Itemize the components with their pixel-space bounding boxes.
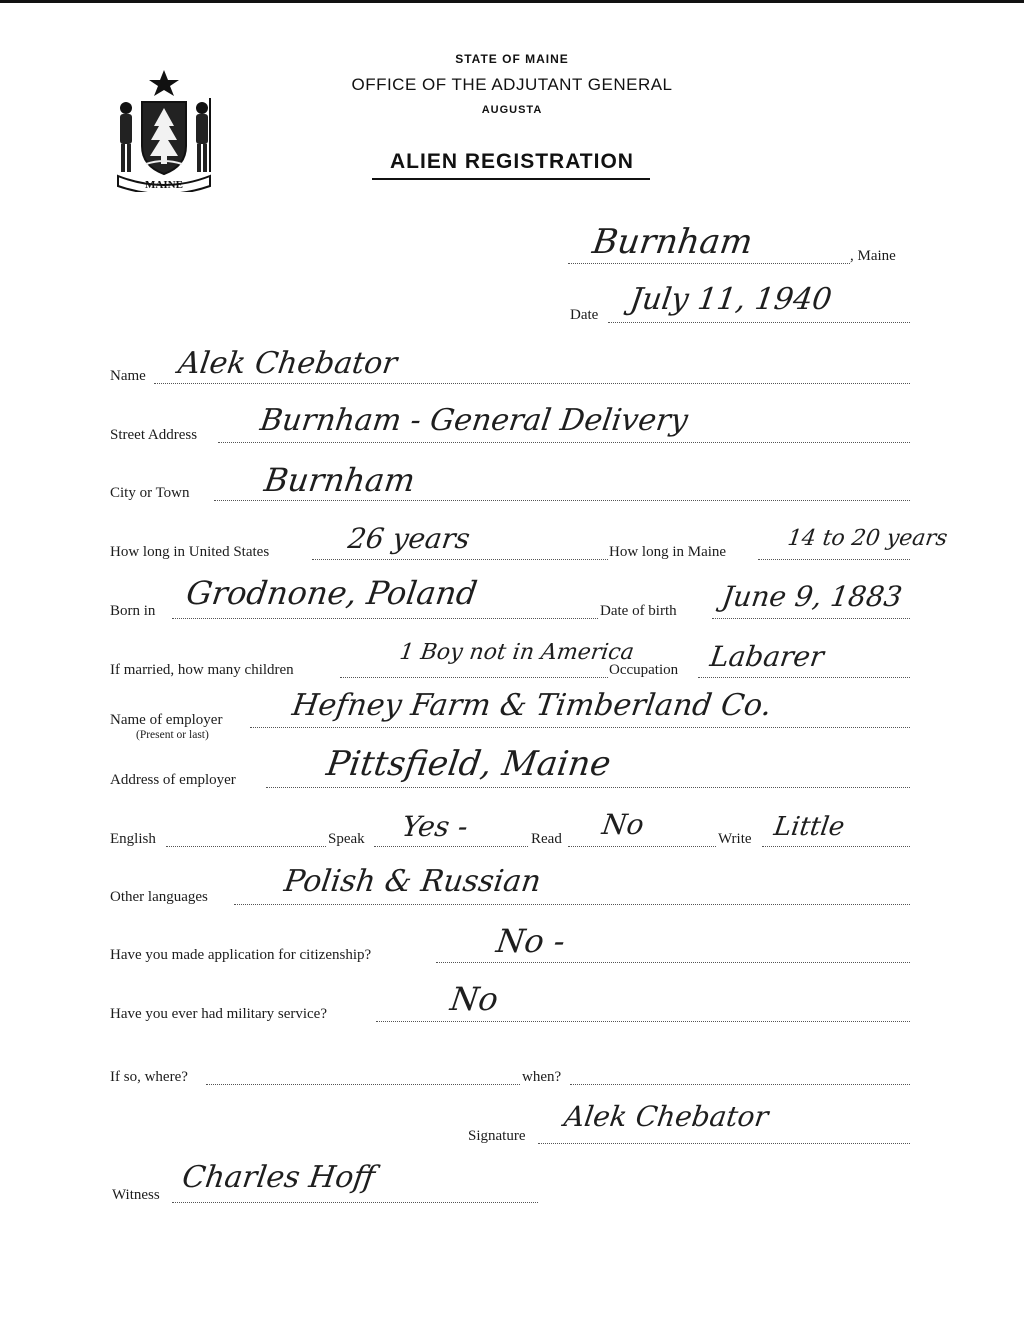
employer-sub-label: (Present or last) bbox=[136, 729, 209, 741]
write-label: Write bbox=[718, 831, 752, 847]
military-value: No bbox=[448, 980, 501, 1018]
name-line bbox=[154, 383, 910, 384]
english-line bbox=[166, 846, 326, 847]
occupation-value: Labarer bbox=[708, 640, 826, 673]
employer-value: Hefney Farm & Timberland Co. bbox=[290, 688, 774, 723]
write-line bbox=[762, 846, 910, 847]
dob-label: Date of birth bbox=[600, 603, 677, 619]
employer-address-line bbox=[266, 787, 910, 788]
children-label: If married, how many children bbox=[110, 662, 294, 678]
employer-address-label: Address of employer bbox=[110, 772, 236, 788]
citizenship-line bbox=[436, 962, 910, 963]
speak-value: Yes - bbox=[400, 810, 470, 843]
page-top-border bbox=[0, 0, 1024, 3]
how-long-maine-label: How long in Maine bbox=[609, 544, 727, 560]
when-label: when? bbox=[522, 1069, 562, 1085]
children-line bbox=[340, 677, 608, 678]
form-title: ALIEN REGISTRATION bbox=[390, 150, 634, 173]
how-long-us-label: How long in United States bbox=[110, 544, 270, 560]
occupation-label: Occupation bbox=[609, 662, 679, 678]
occupation-line bbox=[698, 677, 910, 678]
when-line bbox=[570, 1084, 910, 1085]
how-long-us-value: 26 years bbox=[346, 522, 473, 555]
how-long-maine-value: 14 to 20 years bbox=[786, 526, 949, 551]
employer-label: Name of employer bbox=[110, 712, 223, 728]
name-label: Name bbox=[110, 368, 146, 384]
born-in-value: Grodnone, Poland bbox=[184, 574, 480, 612]
name-value: Alek Chebator bbox=[176, 346, 400, 381]
state-heading: STATE OF MAINE bbox=[455, 52, 569, 66]
read-value: No bbox=[600, 808, 646, 841]
english-label: English bbox=[110, 831, 156, 847]
seal-banner-text: MAINE bbox=[145, 179, 183, 191]
citizenship-label: Have you made application for citizenship? bbox=[110, 947, 372, 963]
other-languages-line bbox=[234, 904, 910, 905]
date-line bbox=[608, 322, 910, 323]
street-value: Burnham - General Delivery bbox=[258, 403, 690, 438]
read-line bbox=[568, 846, 716, 847]
town-value: Burnham bbox=[590, 222, 756, 262]
date-label: Date bbox=[570, 307, 599, 323]
speak-label: Speak bbox=[328, 831, 365, 847]
born-in-line bbox=[172, 618, 598, 619]
born-in-label: Born in bbox=[110, 603, 156, 619]
military-line bbox=[376, 1021, 910, 1022]
read-label: Read bbox=[531, 831, 562, 847]
witness-label: Witness bbox=[112, 1187, 160, 1203]
children-value: 1 Boy not in America bbox=[398, 640, 636, 665]
other-languages-value: Polish & Russian bbox=[282, 864, 544, 899]
city-label: City or Town bbox=[110, 485, 190, 501]
write-value: Little bbox=[772, 812, 847, 842]
street-label: Street Address bbox=[110, 427, 198, 443]
how-long-us-line bbox=[312, 559, 608, 560]
signature-label: Signature bbox=[468, 1128, 526, 1144]
if-so-where-label: If so, where? bbox=[110, 1069, 188, 1085]
military-label: Have you ever had military service? bbox=[110, 1006, 327, 1022]
citizenship-value: No - bbox=[494, 922, 568, 960]
signature-line bbox=[538, 1143, 910, 1144]
title-underline bbox=[372, 178, 650, 180]
street-line bbox=[218, 442, 910, 443]
speak-line bbox=[374, 846, 528, 847]
town-line bbox=[568, 263, 850, 264]
signature-value: Alek Chebator bbox=[562, 1100, 771, 1133]
town-suffix-label: , Maine bbox=[850, 248, 896, 264]
city-value: Burnham bbox=[262, 461, 418, 499]
city-heading: AUGUSTA bbox=[481, 104, 543, 116]
witness-line bbox=[172, 1202, 538, 1203]
employer-address-value: Pittsfield, Maine bbox=[324, 744, 614, 784]
if-so-where-line bbox=[206, 1084, 520, 1085]
employer-line bbox=[250, 727, 910, 728]
how-long-maine-line bbox=[758, 559, 910, 560]
date-value: July 11, 1940 bbox=[628, 282, 834, 317]
other-languages-label: Other languages bbox=[110, 889, 208, 905]
city-line bbox=[214, 500, 910, 501]
dob-value: June 9, 1883 bbox=[720, 580, 905, 613]
office-heading: OFFICE OF THE ADJUTANT GENERAL bbox=[351, 75, 673, 94]
dob-line bbox=[712, 618, 910, 619]
witness-value: Charles Hoff bbox=[180, 1160, 378, 1195]
